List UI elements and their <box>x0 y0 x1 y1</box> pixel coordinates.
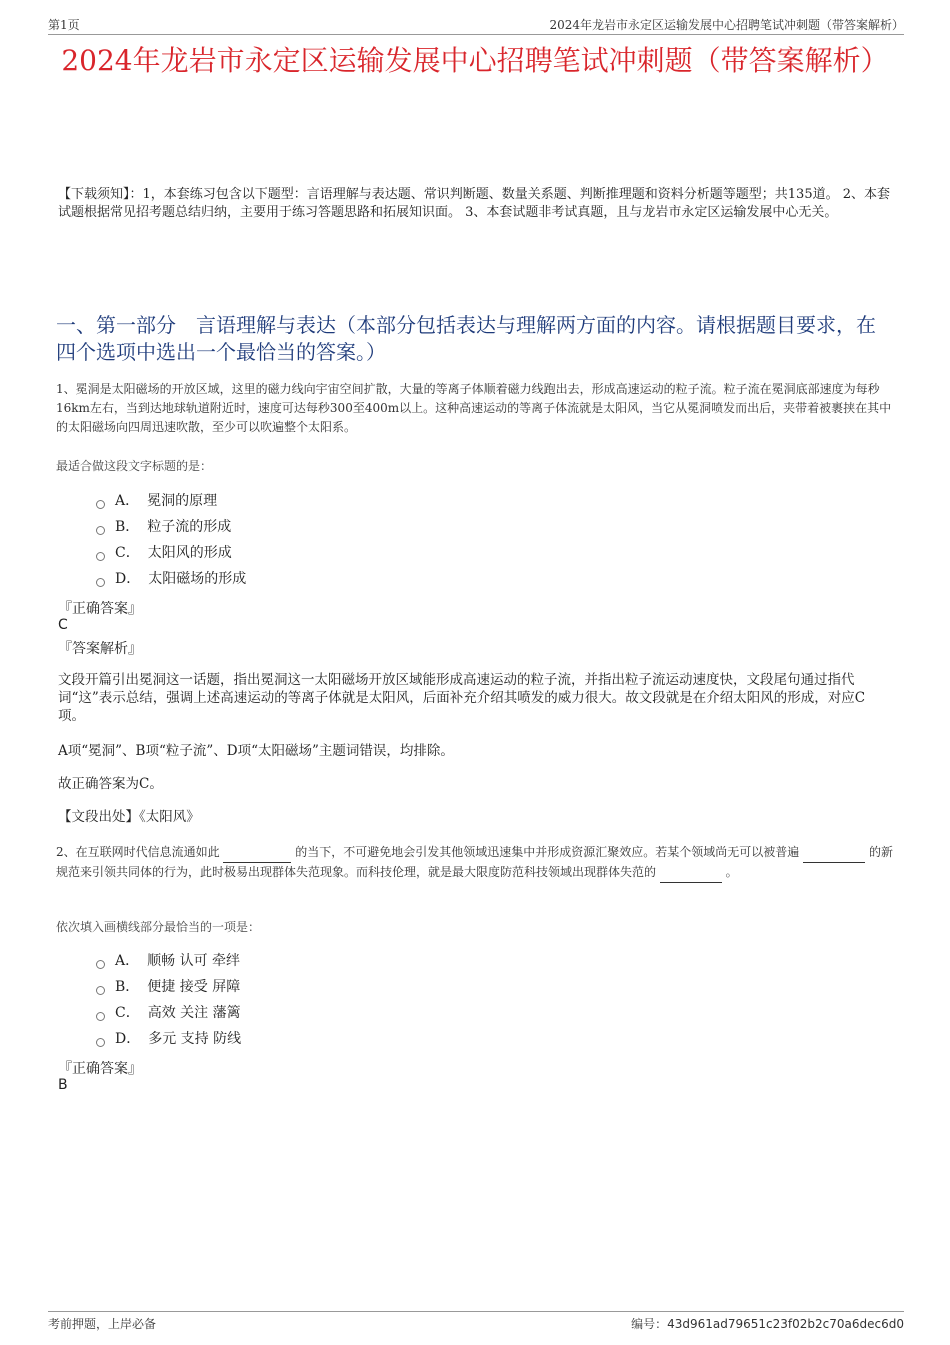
question-1-prompt: 最适合做这段文字标题的是： <box>56 459 213 473</box>
radio-button[interactable] <box>96 960 105 969</box>
option-text: 太阳风的形成 <box>147 545 232 561</box>
passage-source: 【文段出处】《太阳风》 <box>58 809 200 825</box>
correct-answer-label: 『正确答案』 <box>58 1061 142 1077</box>
question-2-text-part: 的当下，不可避免地会引发其他领域迅速集中并形成资源汇聚效应。若某个领域尚无可以被普遍 <box>295 845 800 859</box>
option-b[interactable] <box>96 514 246 540</box>
section-title: 一、第一部分 言语理解与表达（本部分包括表达与理解两方面的内容。请根据题目要求，在四个选项中选出一个最恰当的答案。） <box>56 313 876 364</box>
radio-button[interactable] <box>96 578 105 587</box>
option-b[interactable] <box>96 974 241 1000</box>
radio-button[interactable] <box>96 500 105 509</box>
page-number: 第1页 <box>48 18 80 32</box>
correct-answer: C <box>58 617 68 633</box>
option-letter: A． <box>115 493 140 509</box>
analysis-paragraph-2: A项“冕洞”、B项“粒子流”、D项“太阳磁场”主题词错误，均排除。 <box>58 743 454 759</box>
correct-answer-label: 『正确答案』 <box>58 601 142 617</box>
radio-button[interactable] <box>96 552 105 561</box>
option-letter: B． <box>115 519 140 535</box>
blank-line <box>223 843 291 863</box>
option-letter: C． <box>115 1005 140 1021</box>
option-letter: D． <box>115 571 141 587</box>
radio-button[interactable] <box>96 986 105 995</box>
option-c[interactable] <box>96 1000 241 1026</box>
question-1-text: 1、冕洞是太阳磁场的开放区域，这里的磁力线向宇宙空间扩散，大量的等离子体顺着磁力线跑出去，形成高速运动的粒子流。粒子流在冕洞底部速度为每秒16km左右，当到达地球轨道附近时，速度可达每秒300至400m以上。这种高速运动的等离子体流就是太阳风，当它从冕洞喷发而出后，夹带着被裹挟在其中的太阳磁场向四周迅速吹散，至少可以吹遍整个太阳系。 <box>56 382 892 434</box>
blank-line <box>660 863 722 883</box>
question-2-text-part: 2、在互联网时代信息流通如此 <box>56 845 220 859</box>
option-text: 多元 支持 防线 <box>148 1031 242 1047</box>
footer-code-value: 43d961ad79651c23f02b2c70a6dec6d0 <box>667 1317 904 1331</box>
option-d[interactable] <box>96 566 246 592</box>
radio-button[interactable] <box>96 526 105 535</box>
question-1-options <box>96 488 246 592</box>
page-footer <box>48 1311 904 1336</box>
option-text: 高效 关注 藩篱 <box>147 1005 241 1021</box>
option-letter: C． <box>115 545 140 561</box>
option-text: 便捷 接受 屏障 <box>147 979 241 995</box>
document-title: 2024年龙岩市永定区运输发展中心招聘笔试冲刺题（带答案解析） <box>61 44 889 77</box>
option-a[interactable] <box>96 488 246 514</box>
radio-button[interactable] <box>96 1038 105 1047</box>
option-d[interactable] <box>96 1026 241 1052</box>
option-letter: D． <box>115 1031 141 1047</box>
correct-answer: B <box>58 1077 68 1093</box>
analysis-paragraph-1: 文段开篇引出冕洞这一话题，指出冕洞这一太阳磁场开放区域能形成高速运动的粒子流，并指出粒子流运动速度快，文段尾句通过指代词“这”表示总结，强调上述高速运动的等离子体就是太阳风，后面补充介绍其喷发的威力很大。故文段就是在介绍太阳风的形成，对应C项。 <box>58 672 866 724</box>
option-text: 冕洞的原理 <box>147 493 218 509</box>
option-text: 顺畅 认可 牵绊 <box>147 953 241 969</box>
question-2-text-part: 的新规范来引领共同体的行为，此时极易出现群体失范现象。而科技伦理，就是最大限度防范科技领域出现群体失范的 <box>56 845 893 879</box>
option-letter: B． <box>115 979 140 995</box>
footer-slogan: 考前押题，上岸必备 <box>48 1317 157 1331</box>
radio-button[interactable] <box>96 1012 105 1021</box>
page-header <box>48 14 904 35</box>
footer-code <box>631 1315 904 1332</box>
option-letter: A． <box>115 953 140 969</box>
header-doc-title: 2024年龙岩市永定区运输发展中心招聘笔试冲刺题（带答案解析） <box>549 18 904 32</box>
option-a[interactable] <box>96 948 241 974</box>
question-2-text <box>56 843 900 883</box>
question-2-text-part: 。 <box>725 865 738 879</box>
footer-code-label: 编号： <box>631 1317 668 1331</box>
analysis-paragraph-3: 故正确答案为C。 <box>58 776 163 792</box>
option-text: 粒子流的形成 <box>147 519 232 535</box>
download-notice: 【下载须知】：1，本套练习包含以下题型：言语理解与表达题、常识判断题、数量关系题、判断推理题和资料分析题等题型；共135道。 2、本套试题根据常见招考题总结归纳，主要用于练习答题思路和拓展知识面。 3、本套试题非考试真题，且与龙岩市永定区运输发展中心无关。 <box>58 187 890 220</box>
option-c[interactable] <box>96 540 246 566</box>
blank-line <box>803 843 865 863</box>
question-2-prompt: 依次填入画横线部分最恰当的一项是： <box>56 920 261 934</box>
question-2-options <box>96 948 241 1052</box>
option-text: 太阳磁场的形成 <box>148 571 247 587</box>
analysis-label: 『答案解析』 <box>58 641 142 657</box>
